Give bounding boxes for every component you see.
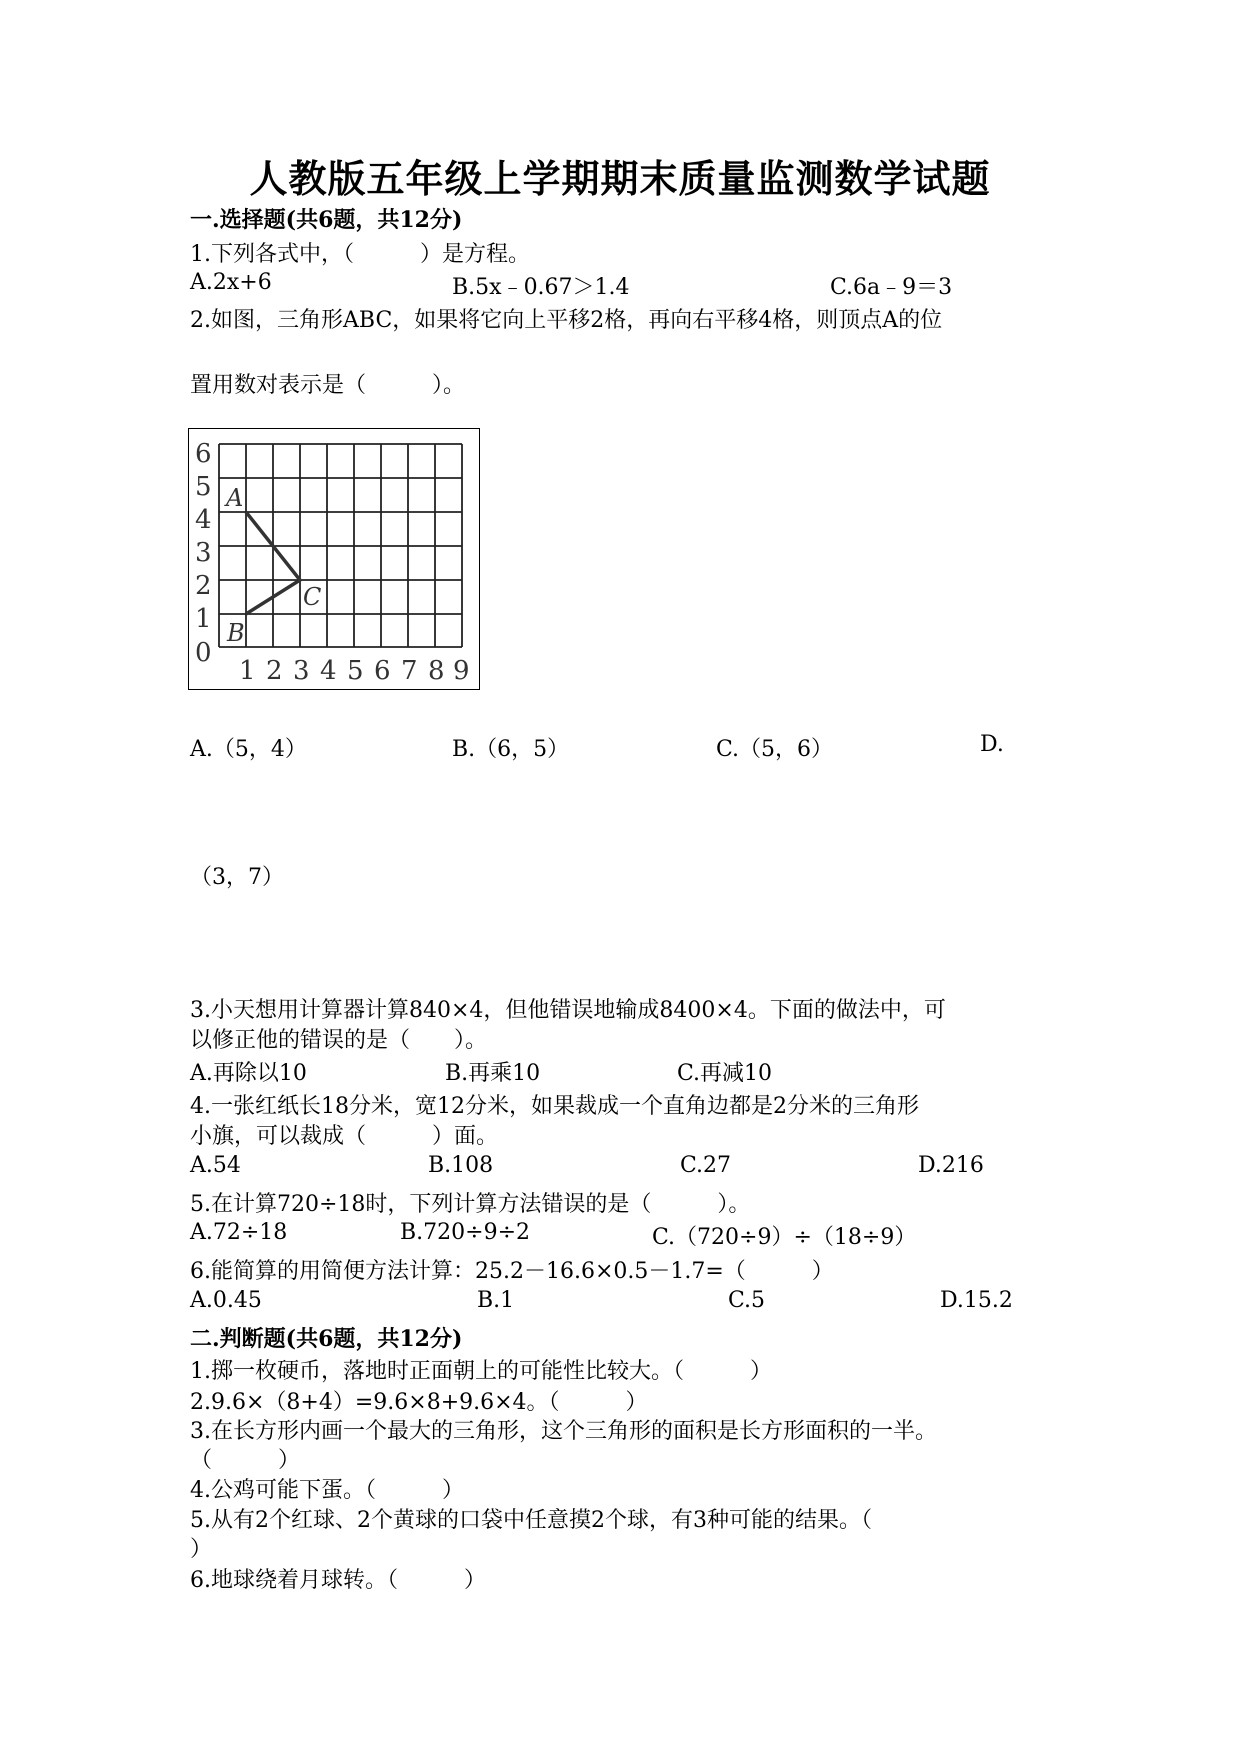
x-tick-2: 2 <box>266 656 283 686</box>
section-1-heading: 一.选择题(共6题，共12分) <box>190 207 463 233</box>
q1-option-a: A.2x+6 <box>190 270 272 295</box>
q4-stem-line2: 小旗，可以裁成（ ）面。 <box>190 1124 499 1149</box>
judge-item-4: 4.公鸡可能下蛋。（ ） <box>190 1478 464 1503</box>
y-tick-3: 3 <box>195 538 212 568</box>
q3-option-b: B.再乘10 <box>445 1061 541 1086</box>
page-title: 人教版五年级上学期期末质量监测数学试题 <box>249 156 991 201</box>
y-tick-6: 6 <box>195 439 212 469</box>
y-tick-5: 5 <box>195 472 212 502</box>
q2-option-c: C.（5，6） <box>716 737 834 762</box>
q2-stem-line1: 2.如图，三角形ABC，如果将它向上平移2格，再向右平移4格，则顶点A的位 <box>190 308 943 333</box>
q2-option-d: D. <box>980 732 1004 757</box>
q6-option-a: A.0.45 <box>190 1288 262 1313</box>
judge-item-6: 6.地球绕着月球转。（ ） <box>190 1568 486 1593</box>
q4-option-c: C.27 <box>680 1153 732 1178</box>
judge-item-3: 3.在长方形内画一个最大的三角形，这个三角形的面积是长方形面积的一半。 <box>190 1419 937 1444</box>
q6-stem: 6.能简算的用简便方法计算：25.2－16.6×0.5－1.7=（ ） <box>190 1259 834 1284</box>
y-tick-1: 1 <box>195 604 212 634</box>
judge-item-1: 1.掷一枚硬币，落地时正面朝上的可能性比较大。（ ） <box>190 1359 772 1384</box>
q5-option-a: A.72÷18 <box>190 1220 288 1245</box>
q3-stem-line1: 3.小天想用计算器计算840×4，但他错误地输成8400×4。下面的做法中，可 <box>190 998 946 1023</box>
q6-option-b: B.1 <box>477 1288 515 1313</box>
q2-grid-figure <box>188 428 480 690</box>
q2-option-d-value: （3，7） <box>190 865 284 890</box>
point-b-label: B <box>227 619 245 647</box>
judge-item-2: 2.9.6×（8+4）=9.6×8+9.6×4。（ ） <box>190 1390 648 1415</box>
q6-option-c: C.5 <box>728 1288 766 1313</box>
y-tick-0: 0 <box>195 638 212 668</box>
grid-lines <box>219 444 462 647</box>
q2-stem-line2: 置用数对表示是（ ）。 <box>190 373 466 398</box>
x-tick-8: 8 <box>428 656 445 686</box>
x-tick-6: 6 <box>374 656 391 686</box>
q3-option-a: A.再除以10 <box>190 1061 307 1086</box>
q2-option-b: B.（6，5） <box>452 737 570 762</box>
q1-option-b: B.5x﹣0.67＞1.4 <box>452 275 630 300</box>
y-tick-2: 2 <box>195 571 212 601</box>
x-tick-1: 1 <box>239 656 256 686</box>
q5-option-b: B.720÷9÷2 <box>400 1220 531 1245</box>
q5-stem: 5.在计算720÷18时，下列计算方法错误的是（ ）。 <box>190 1192 751 1217</box>
q3-stem-line2: 以修正他的错误的是（ ）。 <box>190 1028 488 1053</box>
judge-item-5-close: ） <box>190 1537 213 1562</box>
grid-svg <box>189 429 479 689</box>
point-c-label: C <box>303 583 322 611</box>
q4-option-d: D.216 <box>918 1153 984 1178</box>
q4-stem-line1: 4.一张红纸长18分米，宽12分米，如果裁成一个直角边都是2分米的三角形 <box>190 1094 919 1119</box>
q1-option-c: C.6a﹣9＝3 <box>830 275 953 300</box>
q3-option-c: C.再减10 <box>677 1061 773 1086</box>
section-2-heading: 二.判断题(共6题，共12分) <box>190 1326 463 1352</box>
q5-option-c: C.（720÷9）÷（18÷9） <box>652 1225 917 1250</box>
judge-item-3-blank: （ ） <box>190 1448 301 1473</box>
x-tick-5: 5 <box>347 656 364 686</box>
y-tick-4: 4 <box>195 505 212 535</box>
q6-option-d: D.15.2 <box>940 1288 1013 1313</box>
q4-option-b: B.108 <box>428 1153 494 1178</box>
x-tick-7: 7 <box>401 656 418 686</box>
q4-option-a: A.54 <box>190 1153 241 1178</box>
point-a-label: A <box>226 484 244 512</box>
q1-stem: 1.下列各式中，（ ）是方程。 <box>190 242 530 267</box>
q2-option-a: A.（5，4） <box>190 737 307 762</box>
x-tick-9: 9 <box>453 656 470 686</box>
x-tick-3: 3 <box>293 656 310 686</box>
judge-item-5: 5.从有2个红球、2个黄球的口袋中任意摸2个球，有3种可能的结果。（ <box>190 1508 872 1533</box>
x-tick-4: 4 <box>320 656 337 686</box>
